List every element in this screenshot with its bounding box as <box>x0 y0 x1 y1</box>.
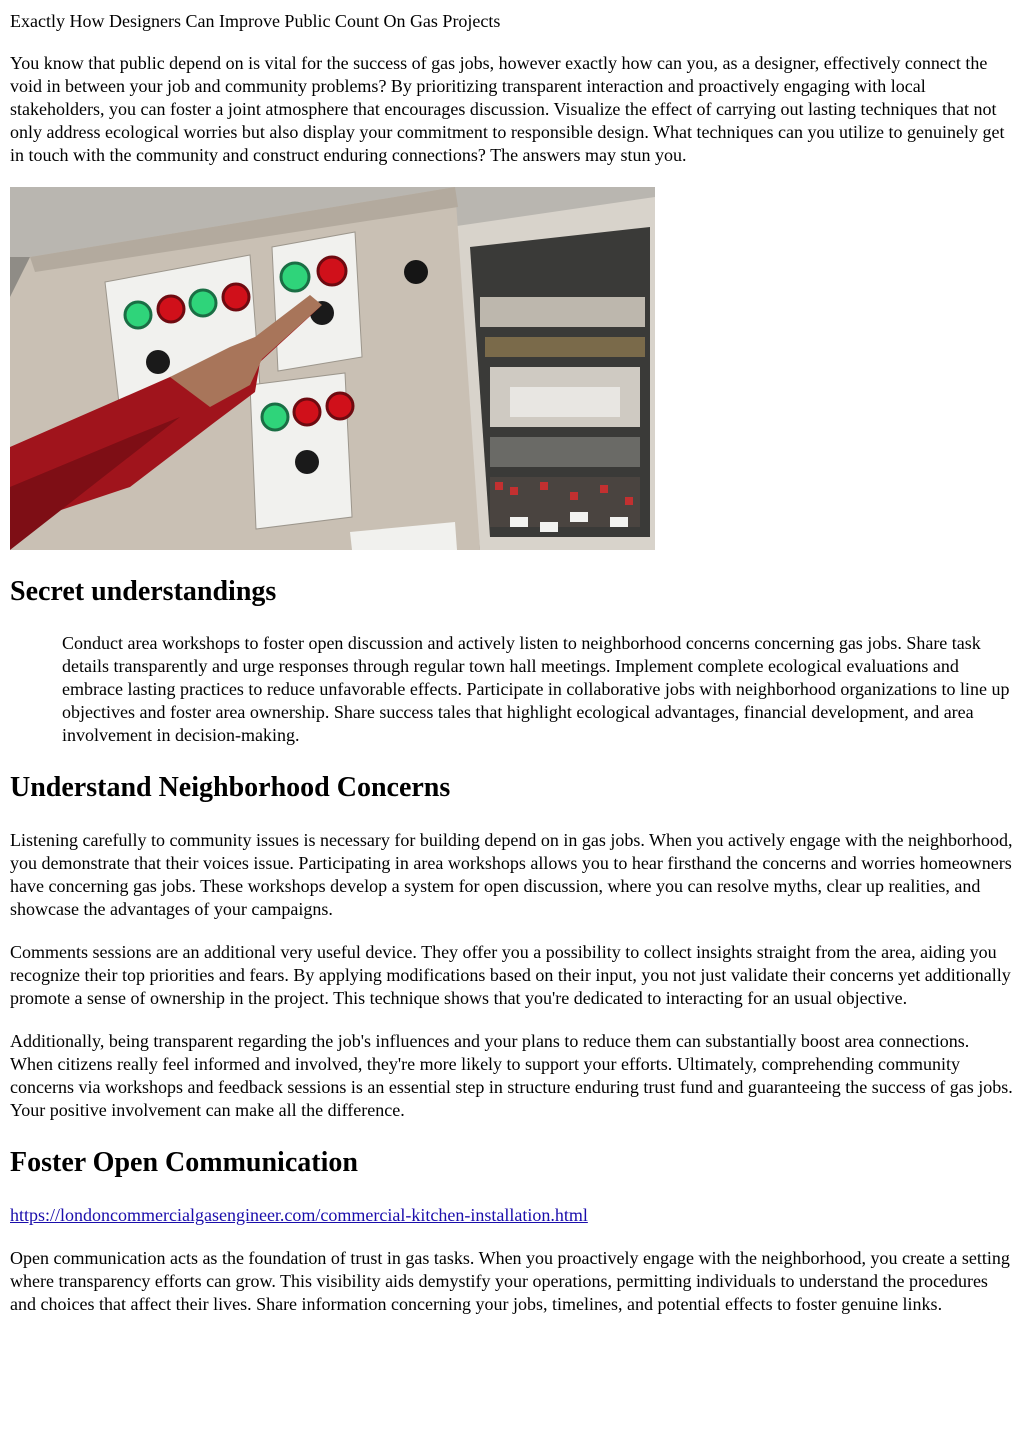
section-heading-foster: Foster Open Communication <box>10 1147 358 1178</box>
document-title: Exactly How Designers Can Improve Public Count On Gas Projects <box>10 11 501 31</box>
understand-paragraph-2: Comments sessions are an additional very useful device. They offer you a possibility to collect insights straight from the area, aiding you recognize their top priorities and fears. By applying modifications based on their input, you not just validate their concerns yet additionally promote a sense of ownership in the project. This technique shows that you're dedicated to interacting for an usual objective. <box>10 942 1011 1008</box>
section-heading-secret: Secret understandings <box>10 576 277 607</box>
key-insights-quote: Conduct area workshops to foster open discussion and actively listen to neighborhood concerns concerning gas jobs. Share task details transparently and urge responses through regular town hall meetings. Implement complete ecological evaluations and embrace lasting practices to reduce unfavorable effects. Participate in collaborative jobs with neighborhood organizations to line up objectives and foster area ownership. Share success tales that highlight ecological advantages, financial development, and area involvement in decision-making. <box>62 633 1010 745</box>
commercial-kitchen-link[interactable]: https://londoncommercialgasengineer.com/commercial-kitchen-installation.html <box>10 1205 588 1225</box>
control-panel-photo <box>10 187 655 550</box>
intro-paragraph: You know that public depend on is vital for the success of gas jobs, however exactly how can you, as a designer, effectively connect the void in between your job and community problems? By prioritizing transparent interaction and proactively engaging with local stakeholders, you can foster a joint atmosphere that encourages discussion. Visualize the effect of carrying out lasting techniques that not only address ecological worries but also display your commitment to responsible design. What techniques can you utilize to genuinely get in touch with the community and construct enduring connections? The answers may stun you. <box>10 53 1005 165</box>
section-heading-understand: Understand Neighborhood Concerns <box>10 772 451 803</box>
understand-paragraph-3: Additionally, being transparent regarding the job's influences and your plans to reduce them can substantially boost area connections. When citizens really feel informed and involved, they're more likely to support your efforts. Ultimately, comprehending community concerns via workshops and feedback sessions is an essential step in structure enduring trust fund and guaranteeing the success of gas jobs. Your positive involvement can make all the difference. <box>10 1031 1013 1120</box>
understand-paragraph-1: Listening carefully to community issues is necessary for building depend on in gas jobs. When you actively engage with the neighborhood, you demonstrate that their voices issue. Participating in area workshops allows you to hear firsthand the concerns and worries homeowners have concerning gas jobs. These workshops develop a system for open discussion, where you can resolve myths, clear up realities, and showcase the advantages of your campaigns. <box>10 830 1013 919</box>
foster-paragraph: Open communication acts as the foundation of trust in gas tasks. When you proactively engage with the neighborhood, you create a setting where transparency efforts can grow. This visibility aids demystify your operations, permitting individuals to understand the procedures and choices that affect their lives. Share information concerning your jobs, timelines, and potential effects to foster genuine links. <box>10 1248 1010 1314</box>
link-paragraph <box>10 1204 1014 1227</box>
